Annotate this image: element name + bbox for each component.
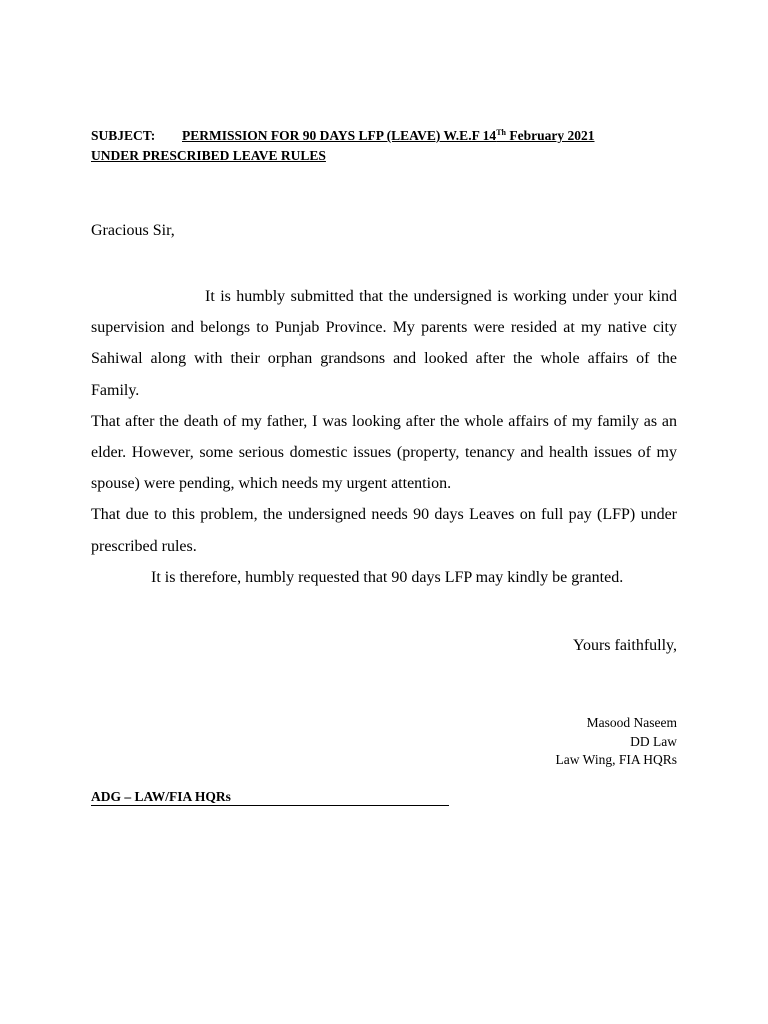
signatory-name: Masood Naseem <box>586 715 677 730</box>
signatory-office: Law Wing, FIA HQRs <box>555 752 677 767</box>
signature-block <box>556 714 677 770</box>
body-paragraph-4: It is therefore, humbly requested that 90 days LFP may kindly be granted. <box>151 568 624 586</box>
subject-block <box>91 126 691 166</box>
body-paragraph-2: That after the death of my father, I was looking after the whole affairs of my family as an elder. However, some serious domestic issues (property, tenancy and health issues of my spouse) were pending, which needs my urgent attention. <box>91 412 677 493</box>
closing-phrase: Yours faithfully, <box>572 637 677 654</box>
addressee-line: ADG – LAW/FIA HQRs <box>91 789 449 806</box>
subject-title: PERMISSION FOR 90 DAYS LFP (LEAVE) W.E.F 14 <box>182 128 497 143</box>
subject-date-rest: February 2021 <box>505 128 595 143</box>
signatory-designation: DD Law <box>630 733 677 749</box>
letter-body <box>91 281 677 593</box>
body-paragraph-1: It is humbly submitted that the undersigned is working under your kind supervision and belongs to Punjab Province. My parents were resided at my native city Sahiwal along with their orphan grandsons and looked after the whole affairs of the Family. <box>91 288 677 399</box>
subject-label: SUBJECT: <box>91 128 156 143</box>
subject-line-2: UNDER PRESCRIBED LEAVE RULES <box>91 148 326 163</box>
salutation: Gracious Sir, <box>91 222 175 239</box>
body-paragraph-3: That due to this problem, the undersigned needs 90 days Leaves on full pay (LFP) under prescribed rules. <box>91 506 677 555</box>
subject-ordinal-suffix: Th <box>496 128 506 137</box>
subject-line-1 <box>91 126 691 146</box>
